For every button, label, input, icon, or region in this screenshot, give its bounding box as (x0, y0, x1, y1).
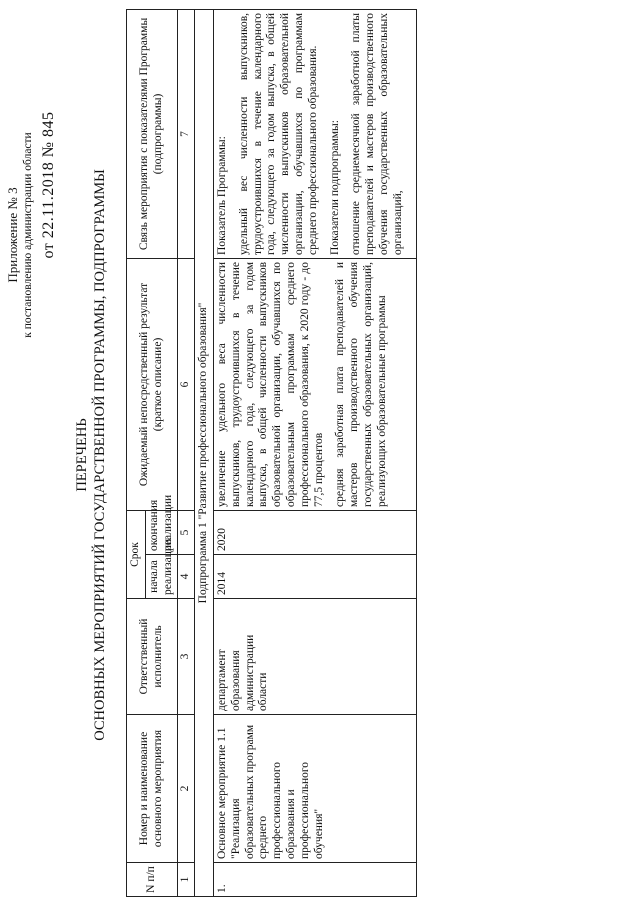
col-header-start: начала реализации (145, 555, 178, 599)
term-end: 2020 (213, 510, 416, 554)
document-title: ПЕРЕЧЕНЬ (74, 418, 90, 492)
expected-result-2: средняя заработная плата преподавателей и мастеров производственного обучения государственных образовательных организаций, реализующих образовательные программы (334, 261, 388, 507)
table-row (213, 9, 416, 896)
resolution-date-number: от 22.11.2018 № 845 (40, 111, 57, 259)
col-header-name: Номер и наименование основного мероприятия (127, 715, 178, 863)
column-number: 5 (178, 510, 195, 554)
measure-name: Основное мероприятие 1.1 "Реализация образовательных программ среднего профессионального образования и профессионального обучения" (213, 715, 416, 863)
resolution-reference: к постановлению администрации области (22, 132, 34, 338)
subprogram-row (195, 9, 214, 896)
indicator-link (213, 9, 416, 258)
expected-result (213, 258, 416, 510)
document-subtitle: ОСНОВНЫХ МЕРОПРИЯТИЙ ГОСУДАРСТВЕННОЙ ПРОГРАММЫ, ПОДПРОГРАММЫ (92, 169, 108, 741)
indicator-label-subprogram: Показатели подпрограммы: (328, 120, 341, 255)
column-number: 4 (178, 555, 195, 599)
measure-executor: департамент образования администрации области (213, 599, 416, 715)
col-header-term: Срок (127, 510, 146, 598)
col-header-num: N п/п (127, 863, 178, 897)
column-number-row (178, 9, 195, 896)
expected-result-1: увеличение удельного веса численности выпускников, трудоустроившихся в течение календарного года, следующего за годом выпуска, в общей численности выпускников образовательной организации, обучавшихся по образовательным программам среднего профессионального образования, к 2020 году - до 77,5 процентов (215, 261, 325, 507)
subprogram-title: Подпрограмма 1 "Развитие профессионального образования" (195, 9, 214, 896)
column-number: 2 (178, 715, 195, 863)
term-start: 2014 (213, 555, 416, 599)
header-row (127, 9, 146, 896)
col-header-link: Связь мероприятия с показателями Программы (подпрограммы) (127, 9, 178, 258)
indicator-text-subprogram: отношение среднемесячной заработной платы преподавателей и мастеров производственного обучения государственных образовательных организаций, (350, 12, 404, 255)
measures-table (126, 9, 417, 897)
annex-label: Приложение № 3 (5, 187, 20, 283)
indicator-text-program: удельный вес численности выпускников, трудоустроившихся в течение календарного года, следующего за годом выпуска, в общей численности выпускников образовательной организации, обучавшихся по программам среднего профессионального образования. (237, 12, 319, 255)
column-number: 6 (178, 258, 195, 510)
col-header-end: окончания реализации (145, 510, 178, 554)
column-number: 3 (178, 599, 195, 715)
indicator-label-program: Показатель Программы: (215, 136, 228, 255)
row-number: 1. (213, 863, 416, 897)
column-number: 1 (178, 863, 195, 897)
column-number: 7 (178, 9, 195, 258)
col-header-executor: Ответственный исполнитель (127, 599, 178, 715)
col-header-result: Ожидаемый непосредственный результат (краткое описание) (127, 258, 178, 510)
